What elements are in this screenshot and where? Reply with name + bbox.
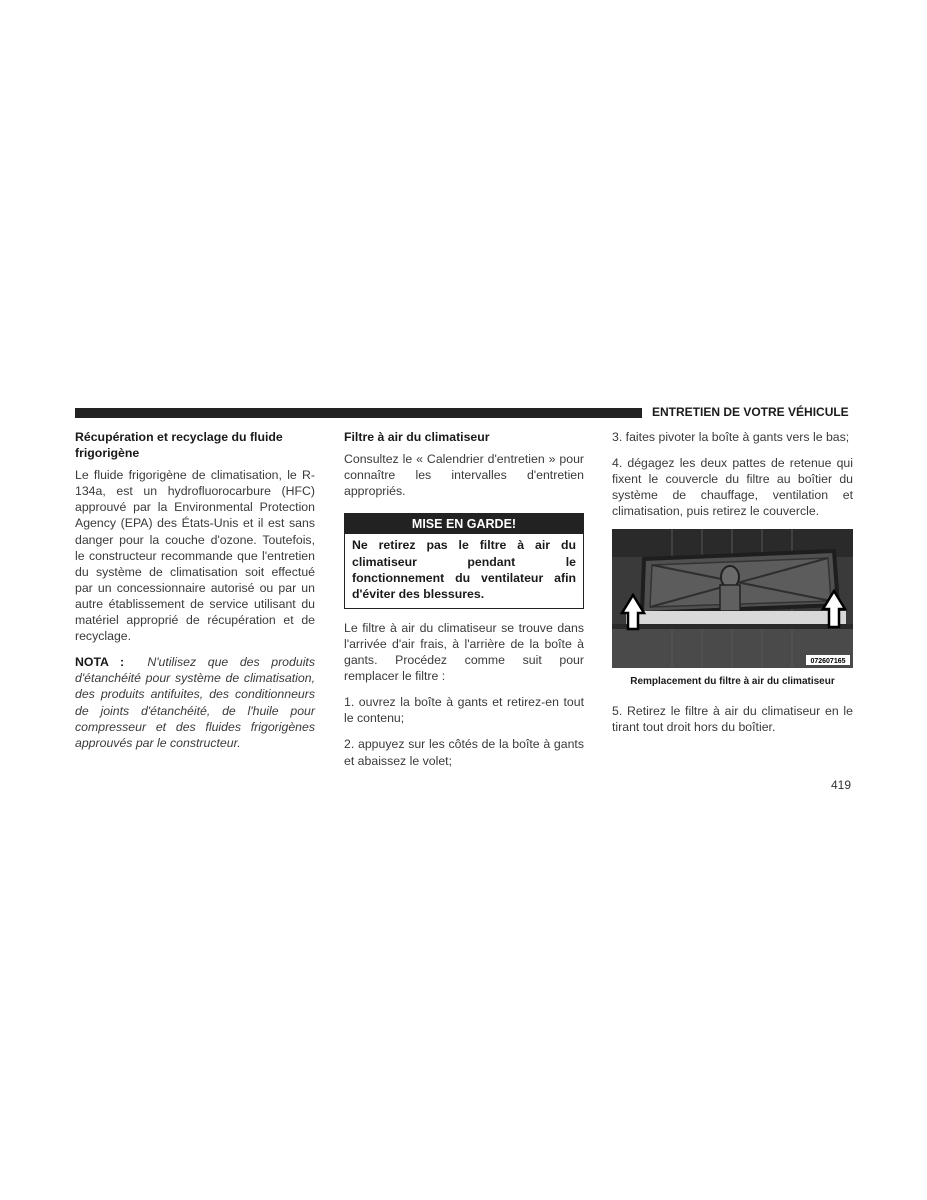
step-4: 4. dégagez les deux pattes de retenue qui fixent le couvercle du filtre au boîtier du système de chauffage, ventilation et climatisation, puis retirez le couvercle. xyxy=(612,456,853,519)
filter-figure xyxy=(612,529,853,668)
refrigerant-paragraph: Le fluide frigorigène de climatisation, le R-134a, est un hydrofluorocarbure (HFC) approuvé par la Environmental Protection Agency (EPA) des États-Unis et il est sans danger pour la couche d'ozone. Toutefois, le constructeur recommande que l'entretien du système de climatisation soit effectué par un concessionnaire autorisé ou par un autre établissement de service utilisant du matériel approprié de récupération et de recyclage. xyxy=(75,468,315,644)
nota-paragraph xyxy=(75,654,315,751)
step-3: 3. faites pivoter la boîte à gants vers le bas; xyxy=(612,430,850,444)
filter-heading: Filtre à air du climatiseur xyxy=(344,430,490,444)
step-5: 5. Retirez le filtre à air du climatiseur en le tirant tout droit hors du boîtier. xyxy=(612,703,853,734)
column-middle xyxy=(344,429,584,779)
warning-title: MISE EN GARDE! xyxy=(345,514,583,534)
figure-code: 072607165 xyxy=(810,658,846,666)
figure-caption: Remplacement du filtre à air du climatiseur xyxy=(630,676,835,688)
refrigerant-heading: Récupération et recyclage du fluide frigorigène xyxy=(75,430,283,461)
column-right xyxy=(612,429,853,745)
header-rule xyxy=(75,408,642,418)
filter-location: Le filtre à air du climatiseur se trouve dans l'arrivée d'air frais, à l'arrière de la boîte à gants. Procédez comme suit pour remplacer le filtre : xyxy=(344,620,584,684)
section-title: ENTRETIEN DE VOTRE VÉHICULE xyxy=(652,405,849,419)
warning-box xyxy=(344,513,584,608)
step-1: 1. ouvrez la boîte à gants et retirez-en tout le contenu; xyxy=(344,695,584,726)
nota-label: NOTA : xyxy=(75,655,125,670)
page-number: 419 xyxy=(831,778,852,792)
step-2: 2. appuyez sur les côtés de la boîte à gants et abaissez le volet; xyxy=(344,737,584,768)
filter-intro: Consultez le « Calendrier d'entretien » pour connaître les intervalles d'entretien appropriés. xyxy=(344,452,584,499)
nota-text: N'utilisez que des produits d'étanchéité pour système de climatisation, des produits antifuites, des conditionneurs de joints d'étanchéité, de l'huile pour compresseur et des fluides frigorigènes approuvés par le constructeur. xyxy=(75,655,315,750)
warning-text: Ne retirez pas le filtre à air du climatiseur pendant le fonctionnement du ventilateur afin d'éviter des blessures. xyxy=(352,538,576,601)
filter-illustration xyxy=(612,529,853,668)
column-left xyxy=(75,429,315,761)
